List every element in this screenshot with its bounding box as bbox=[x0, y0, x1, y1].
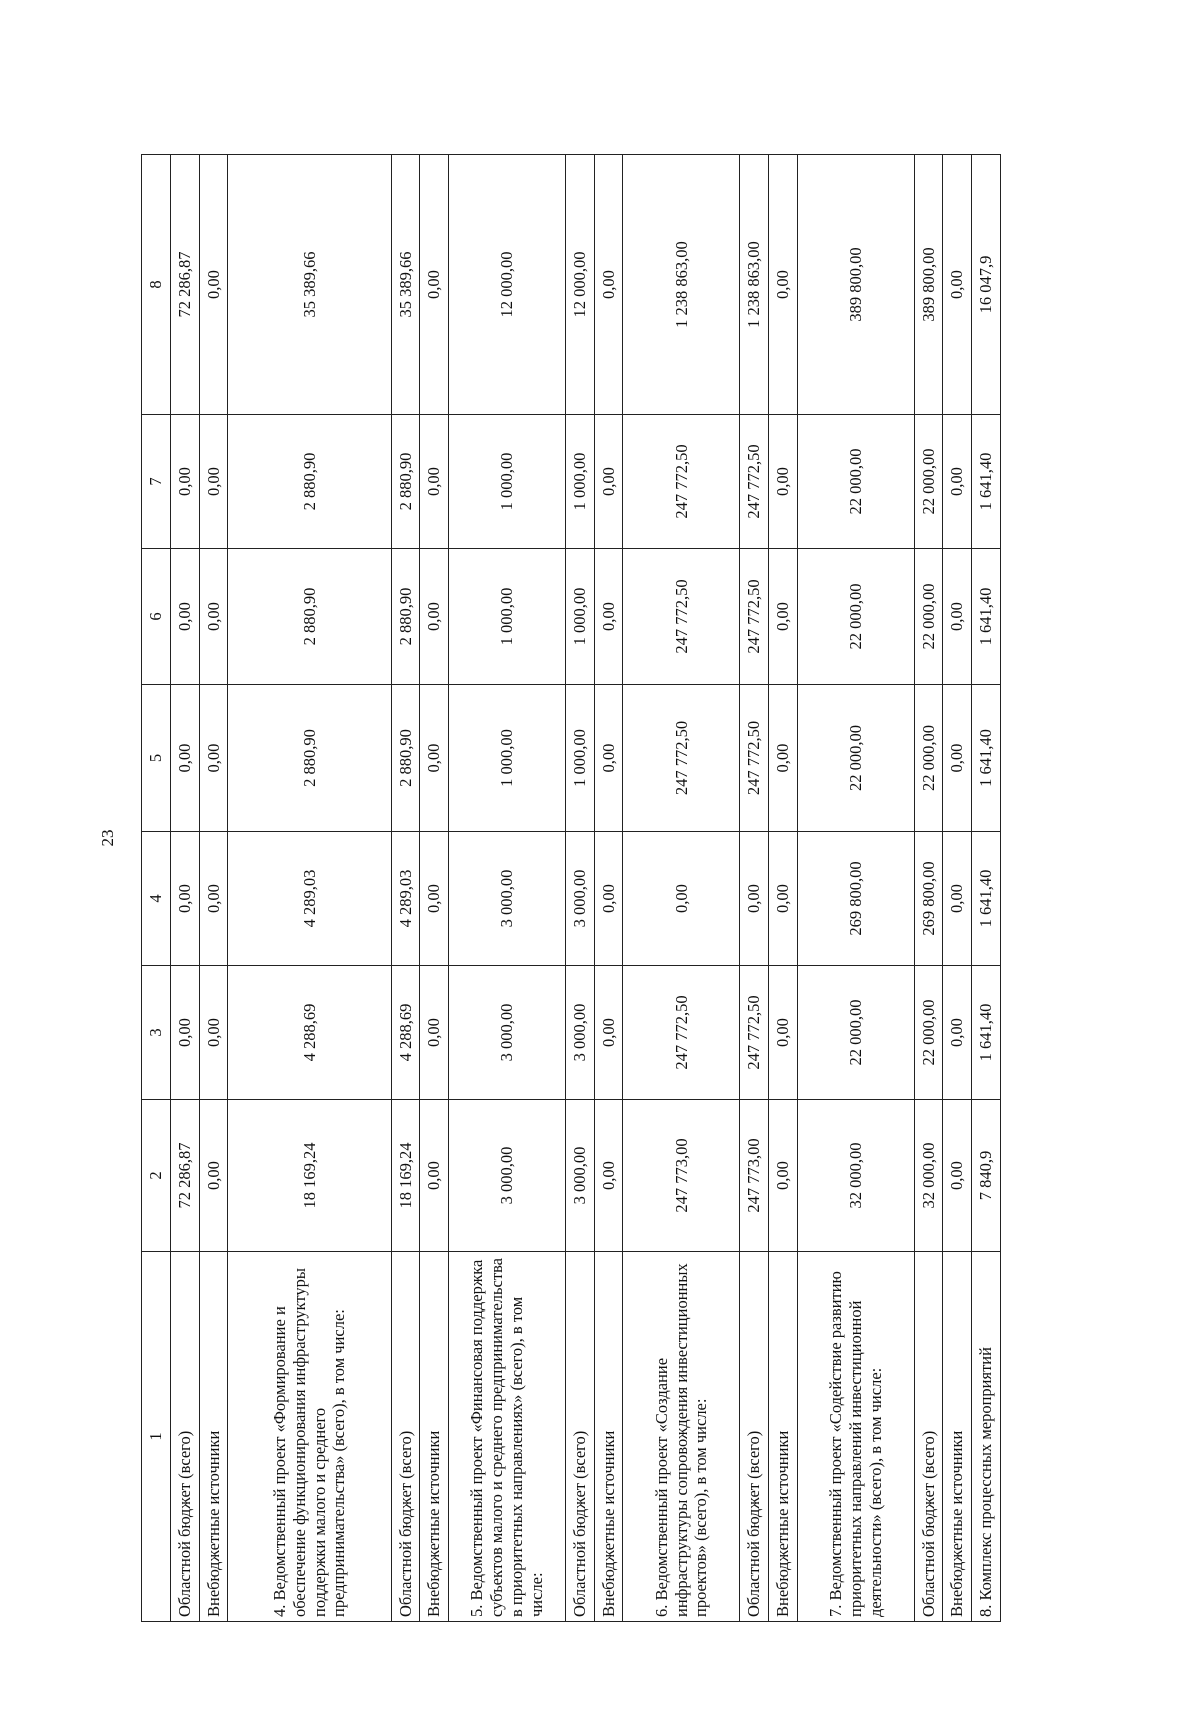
column-header-6: 6 bbox=[142, 549, 171, 685]
table-row bbox=[740, 155, 769, 1622]
row-label-cell: Областной бюджет (всего) bbox=[914, 1252, 943, 1622]
header-row bbox=[142, 155, 171, 1622]
table-row bbox=[228, 155, 391, 1622]
value-cell: 0,00 bbox=[594, 966, 623, 1100]
value-cell: 3 000,00 bbox=[566, 966, 595, 1100]
value-cell: 3 000,00 bbox=[449, 966, 566, 1100]
table-row bbox=[391, 155, 420, 1622]
column-header-3: 3 bbox=[142, 966, 171, 1100]
table-row bbox=[420, 155, 449, 1622]
value-cell: 3 000,00 bbox=[566, 1100, 595, 1252]
value-cell: 1 238 863,00 bbox=[623, 155, 740, 415]
value-cell: 0,00 bbox=[171, 549, 200, 685]
value-cell: 2 880,90 bbox=[228, 549, 391, 685]
value-cell: 3 000,00 bbox=[449, 1100, 566, 1252]
value-cell: 0,00 bbox=[420, 1100, 449, 1252]
value-cell: 22 000,00 bbox=[797, 549, 914, 685]
value-cell: 2 880,90 bbox=[391, 415, 420, 549]
value-cell: 4 289,03 bbox=[228, 832, 391, 966]
table-row bbox=[449, 155, 566, 1622]
row-label-cell: Областной бюджет (всего) bbox=[566, 1252, 595, 1622]
row-label-cell: 5. Ведомственный проект «Финансовая поддержка субъектов малого и среднего предпринимательства в приоритетных направлениях» (всего), в том числе: bbox=[449, 1252, 566, 1622]
table-row bbox=[797, 155, 914, 1622]
value-cell: 18 169,24 bbox=[228, 1100, 391, 1252]
value-cell: 0,00 bbox=[943, 832, 972, 966]
value-cell: 0,00 bbox=[199, 415, 228, 549]
value-cell: 22 000,00 bbox=[914, 549, 943, 685]
value-cell: 35 389,66 bbox=[228, 155, 391, 415]
value-cell: 247 772,50 bbox=[740, 549, 769, 685]
row-label-cell: Областной бюджет (всего) bbox=[740, 1252, 769, 1622]
value-cell: 1 000,00 bbox=[566, 415, 595, 549]
value-cell: 0,00 bbox=[420, 685, 449, 832]
value-cell: 12 000,00 bbox=[449, 155, 566, 415]
column-header-7: 7 bbox=[142, 415, 171, 549]
value-cell: 2 880,90 bbox=[228, 415, 391, 549]
value-cell: 35 389,66 bbox=[391, 155, 420, 415]
value-cell: 0,00 bbox=[199, 549, 228, 685]
value-cell: 0,00 bbox=[769, 966, 798, 1100]
value-cell: 247 772,50 bbox=[740, 415, 769, 549]
value-cell: 22 000,00 bbox=[914, 415, 943, 549]
column-header-2: 2 bbox=[142, 1100, 171, 1252]
value-cell: 0,00 bbox=[740, 832, 769, 966]
value-cell: 2 880,90 bbox=[391, 549, 420, 685]
value-cell: 0,00 bbox=[594, 1100, 623, 1252]
value-cell: 247 772,50 bbox=[623, 685, 740, 832]
value-cell: 0,00 bbox=[594, 415, 623, 549]
value-cell: 1 641,40 bbox=[972, 549, 1001, 685]
value-cell: 32 000,00 bbox=[914, 1100, 943, 1252]
value-cell: 0,00 bbox=[420, 832, 449, 966]
table-row bbox=[769, 155, 798, 1622]
value-cell: 12 000,00 bbox=[566, 155, 595, 415]
value-cell: 2 880,90 bbox=[228, 685, 391, 832]
value-cell: 4 288,69 bbox=[228, 966, 391, 1100]
value-cell: 3 000,00 bbox=[449, 832, 566, 966]
value-cell: 389 800,00 bbox=[914, 155, 943, 415]
value-cell: 389 800,00 bbox=[797, 155, 914, 415]
row-label-cell: 7. Ведомственный проект «Содействие развитию приоритетных направлений инвестиционной деятельности» (всего), в том числе: bbox=[797, 1252, 914, 1622]
value-cell: 0,00 bbox=[769, 155, 798, 415]
value-cell: 1 000,00 bbox=[566, 685, 595, 832]
value-cell: 1 000,00 bbox=[449, 415, 566, 549]
value-cell: 247 773,00 bbox=[623, 1100, 740, 1252]
value-cell: 0,00 bbox=[171, 966, 200, 1100]
value-cell: 0,00 bbox=[594, 685, 623, 832]
value-cell: 1 641,40 bbox=[972, 966, 1001, 1100]
value-cell: 247 772,50 bbox=[623, 415, 740, 549]
value-cell: 0,00 bbox=[943, 415, 972, 549]
value-cell: 16 047,9 bbox=[972, 155, 1001, 415]
table-row bbox=[171, 155, 200, 1622]
value-cell: 0,00 bbox=[623, 832, 740, 966]
row-label-cell: Внебюджетные источники bbox=[769, 1252, 798, 1622]
value-cell: 1 000,00 bbox=[449, 685, 566, 832]
value-cell: 0,00 bbox=[420, 155, 449, 415]
value-cell: 247 772,50 bbox=[740, 966, 769, 1100]
row-label-cell: Внебюджетные источники bbox=[943, 1252, 972, 1622]
value-cell: 247 772,50 bbox=[623, 966, 740, 1100]
value-cell: 0,00 bbox=[171, 415, 200, 549]
value-cell: 0,00 bbox=[943, 1100, 972, 1252]
value-cell: 0,00 bbox=[943, 155, 972, 415]
value-cell: 0,00 bbox=[943, 966, 972, 1100]
page-number: 23 bbox=[98, 829, 117, 847]
value-cell: 1 000,00 bbox=[449, 549, 566, 685]
table-row bbox=[594, 155, 623, 1622]
value-cell: 247 773,00 bbox=[740, 1100, 769, 1252]
budget-table-container bbox=[141, 155, 1001, 1622]
value-cell: 22 000,00 bbox=[797, 685, 914, 832]
table-row bbox=[943, 155, 972, 1622]
row-label-cell: Внебюджетные источники bbox=[420, 1252, 449, 1622]
value-cell: 7 840,9 bbox=[972, 1100, 1001, 1252]
table-body bbox=[171, 155, 1001, 1622]
value-cell: 72 286,87 bbox=[171, 155, 200, 415]
table-rotator bbox=[141, 155, 1001, 1622]
value-cell: 269 800,00 bbox=[914, 832, 943, 966]
value-cell: 18 169,24 bbox=[391, 1100, 420, 1252]
value-cell: 247 772,50 bbox=[740, 685, 769, 832]
row-label-cell: 6. Ведомственный проект «Создание инфраструктуры сопровождения инвестиционных проектов» (всего), в том числе: bbox=[623, 1252, 740, 1622]
value-cell: 0,00 bbox=[199, 685, 228, 832]
value-cell: 0,00 bbox=[594, 832, 623, 966]
value-cell: 0,00 bbox=[171, 685, 200, 832]
value-cell: 22 000,00 bbox=[797, 966, 914, 1100]
row-label-cell: 8. Комплекс процессных мероприятий bbox=[972, 1252, 1001, 1622]
value-cell: 32 000,00 bbox=[797, 1100, 914, 1252]
table-row bbox=[623, 155, 740, 1622]
value-cell: 0,00 bbox=[769, 685, 798, 832]
value-cell: 22 000,00 bbox=[797, 415, 914, 549]
value-cell: 0,00 bbox=[420, 415, 449, 549]
row-label-cell: 4. Ведомственный проект «Формирование и обеспечение функционирования инфраструктуры поддержки малого и среднего предпринимательства» (всего), в том числе: bbox=[228, 1252, 391, 1622]
value-cell: 22 000,00 bbox=[914, 966, 943, 1100]
value-cell: 1 238 863,00 bbox=[740, 155, 769, 415]
value-cell: 0,00 bbox=[199, 155, 228, 415]
value-cell: 0,00 bbox=[420, 966, 449, 1100]
value-cell: 0,00 bbox=[943, 549, 972, 685]
value-cell: 0,00 bbox=[769, 549, 798, 685]
value-cell: 0,00 bbox=[594, 549, 623, 685]
value-cell: 1 000,00 bbox=[566, 549, 595, 685]
value-cell: 2 880,90 bbox=[391, 685, 420, 832]
value-cell: 269 800,00 bbox=[797, 832, 914, 966]
value-cell: 1 641,40 bbox=[972, 415, 1001, 549]
value-cell: 1 641,40 bbox=[972, 685, 1001, 832]
value-cell: 0,00 bbox=[171, 832, 200, 966]
value-cell: 3 000,00 bbox=[566, 832, 595, 966]
table-row bbox=[914, 155, 943, 1622]
value-cell: 0,00 bbox=[199, 966, 228, 1100]
column-header-5: 5 bbox=[142, 685, 171, 832]
value-cell: 0,00 bbox=[199, 1100, 228, 1252]
value-cell: 4 289,03 bbox=[391, 832, 420, 966]
value-cell: 0,00 bbox=[420, 549, 449, 685]
column-header-1: 1 bbox=[142, 1252, 171, 1622]
value-cell: 22 000,00 bbox=[914, 685, 943, 832]
value-cell: 0,00 bbox=[769, 832, 798, 966]
value-cell: 4 288,69 bbox=[391, 966, 420, 1100]
value-cell: 72 286,87 bbox=[171, 1100, 200, 1252]
table-row bbox=[972, 155, 1001, 1622]
table-row bbox=[566, 155, 595, 1622]
value-cell: 0,00 bbox=[594, 155, 623, 415]
budget-table bbox=[141, 154, 1001, 1622]
row-label-cell: Внебюджетные источники bbox=[594, 1252, 623, 1622]
row-label-cell: Областной бюджет (всего) bbox=[171, 1252, 200, 1622]
table-row bbox=[199, 155, 228, 1622]
value-cell: 0,00 bbox=[199, 832, 228, 966]
value-cell: 0,00 bbox=[769, 1100, 798, 1252]
row-label-cell: Внебюджетные источники bbox=[199, 1252, 228, 1622]
column-header-4: 4 bbox=[142, 832, 171, 966]
value-cell: 247 772,50 bbox=[623, 549, 740, 685]
value-cell: 0,00 bbox=[943, 685, 972, 832]
row-label-cell: Областной бюджет (всего) bbox=[391, 1252, 420, 1622]
value-cell: 0,00 bbox=[769, 415, 798, 549]
value-cell: 1 641,40 bbox=[972, 832, 1001, 966]
column-header-8: 8 bbox=[142, 155, 171, 415]
